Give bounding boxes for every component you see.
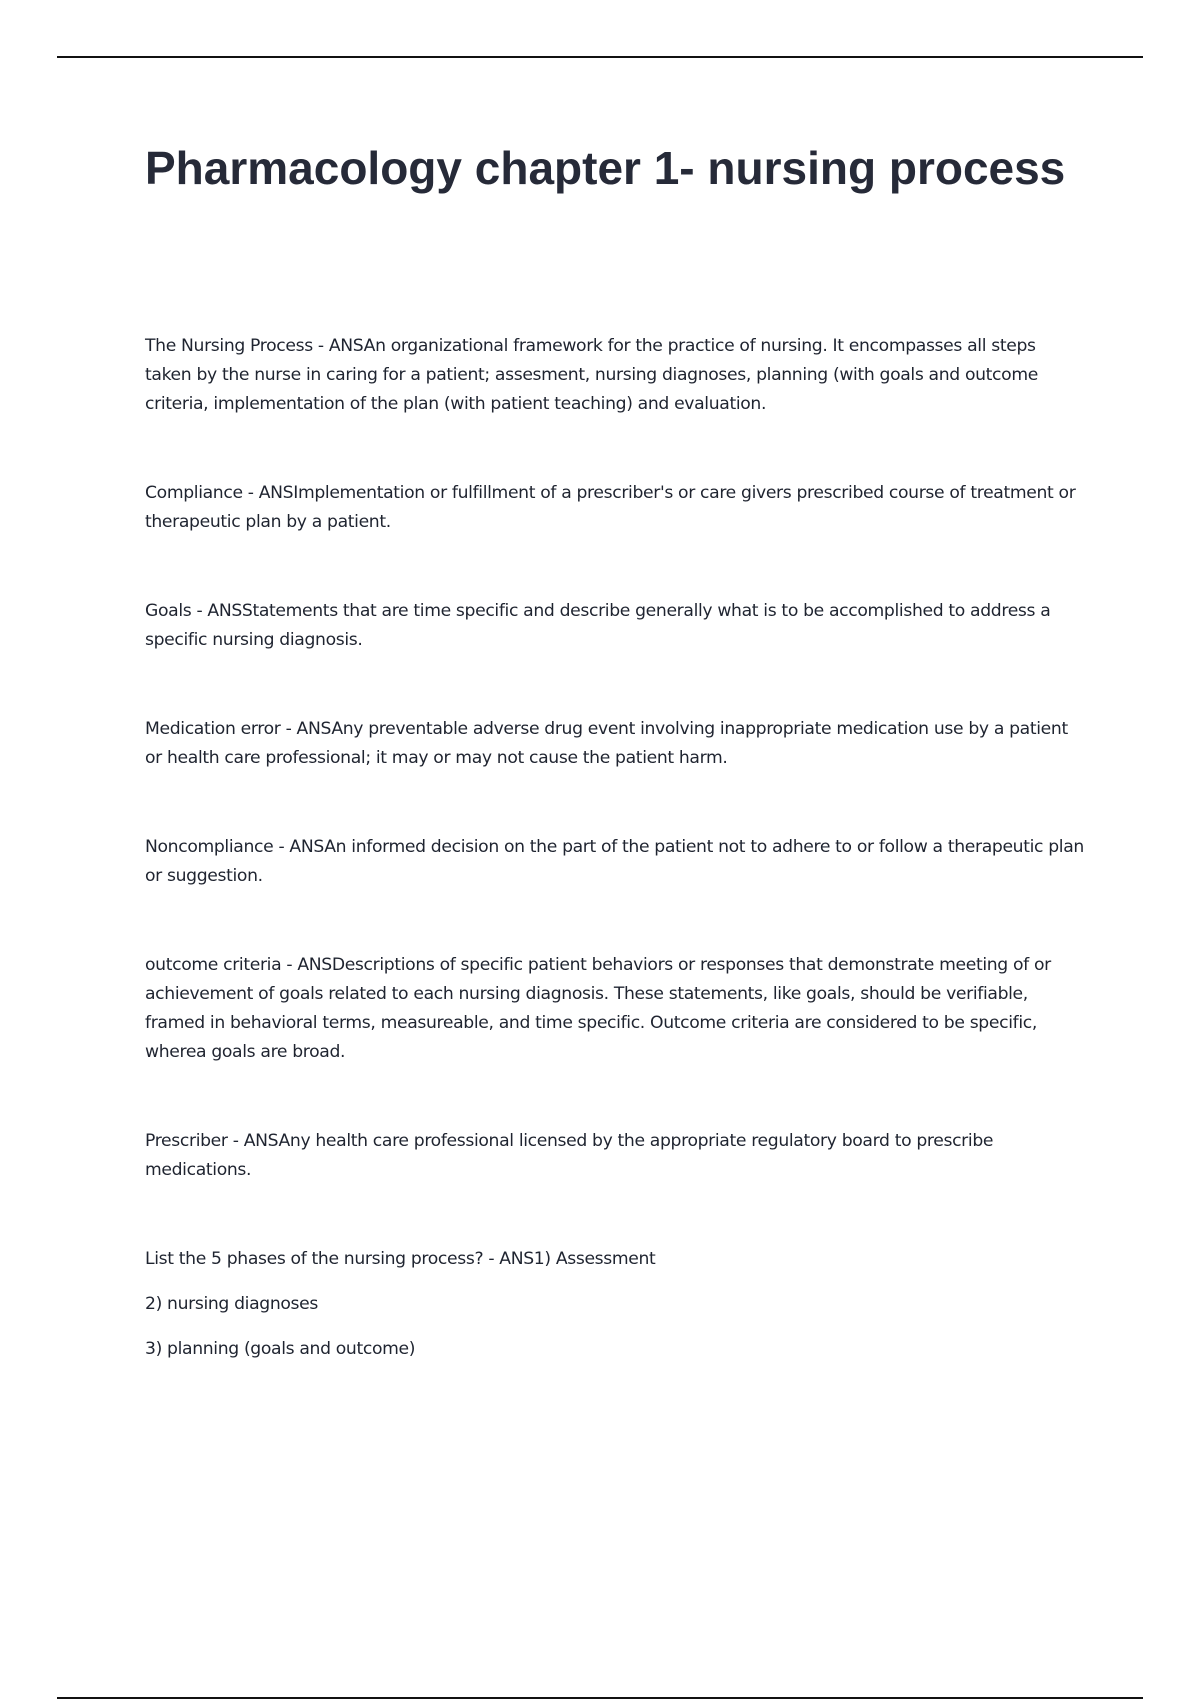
- entry-nursing-process: The Nursing Process - ANSAn organizational framework for the practice of nursing. It encompasses all steps taken by the nurse in caring for a patient; assesment, nursing diagnoses, planning (with goals and outcome criteria, implementation of the plan (with patient teaching) and evaluation.: [145, 336, 1038, 414]
- document-title: Pharmacology chapter 1- nursing process: [145, 142, 1066, 194]
- entry-noncompliance: Noncompliance - ANSAn informed decision on the part of the patient not to adhere to or follow a therapeutic plan or suggestion.: [145, 837, 1084, 886]
- entry-goals: Goals - ANSStatements that are time specific and describe generally what is to be accomplished to address a specific nursing diagnosis.: [145, 601, 1051, 650]
- phase-list-item: 3) planning (goals and outcome): [145, 1339, 416, 1359]
- phase-list-item: 2) nursing diagnoses: [145, 1294, 318, 1314]
- entry-medication-error: Medication error - ANSAny preventable adverse drug event involving inappropriate medication use by a patient or health care professional; it may or may not cause the patient harm.: [145, 719, 1068, 768]
- entry-five-phases: List the 5 phases of the nursing process? - ANS1) Assessment: [145, 1249, 656, 1269]
- top-rule: [57, 56, 1143, 58]
- entry-compliance: Compliance - ANSImplementation or fulfillment of a prescriber's or care givers prescribed course of treatment or therapeutic plan by a patient.: [145, 483, 1076, 532]
- bottom-rule: [57, 1697, 1143, 1699]
- entry-outcome-criteria: outcome criteria - ANSDescriptions of specific patient behaviors or responses that demonstrate meeting of or achievement of goals related to each nursing diagnosis. These statements, like goals, should be verifiable, framed in behavioral terms, measureable, and time specific. Outcome criteria are considered to be specific, wherea goals are broad.: [145, 955, 1051, 1062]
- document-body: [145, 140, 1085, 1380]
- entry-prescriber: Prescriber - ANSAny health care professional licensed by the appropriate regulatory board to prescribe medications.: [145, 1131, 994, 1180]
- entries-list: [145, 332, 1085, 1364]
